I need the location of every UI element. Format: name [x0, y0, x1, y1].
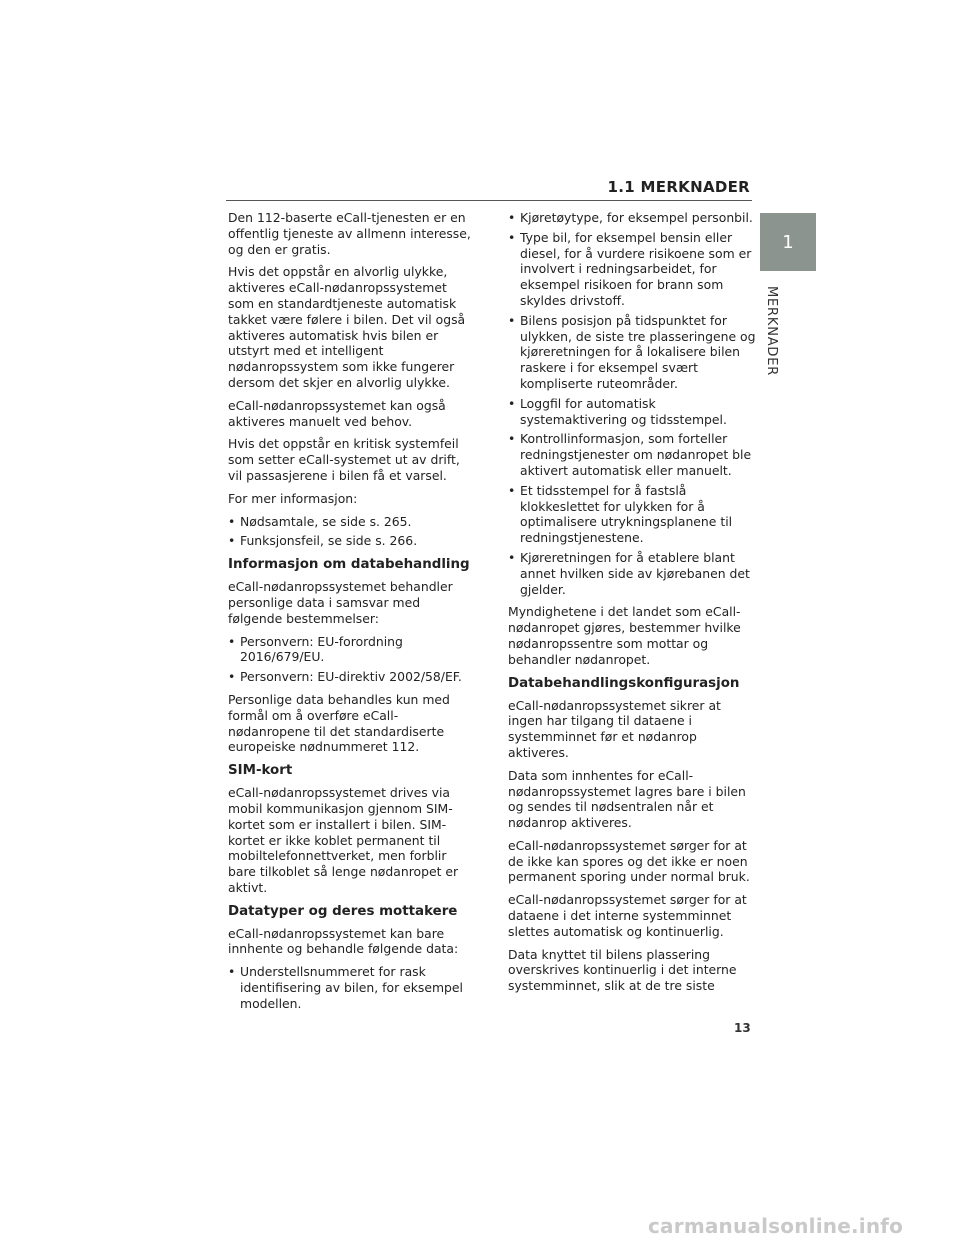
list-item: • Kontrollinformasjon, som forteller redningstjenester om nødanropet ble aktivert automatisk eller manuelt. — [508, 431, 758, 478]
paragraph: eCall-nødanropssystemet sikrer at ingen har tilgang til dataene i systemminnet før et nødanrop aktiveres. — [508, 697, 721, 760]
bullet-list — [508, 210, 758, 597]
paragraph: Personlige data behandles kun med formål om å overføre eCall-nødanropene til det standardiserte europeiske nødnummeret 112. — [228, 691, 450, 755]
paragraph: eCall-nødanropssystemet drives via mobil kommunikasjon gjennom SIM-kortet som er installert i bilen. SIM-kortet er ikke koblet permanent til mobiltelefonnettverket, men forblir bare tilkoblet så lenge nødanropet er aktivt. — [228, 785, 459, 895]
paragraph: Data som innhentes for eCall-nødanropssystemet lagres bare i bilen og sendes til nødsentralen når et nødanrop aktiveres. — [508, 767, 746, 831]
list-item: • Bilens posisjon på tidspunktet for ulykken, de siste tre plasseringene og kjøreretningen for å lokalisere bilen raskere i for eksempel svært kompliserte ruteområder. — [508, 313, 758, 392]
chapter-tab-label: MERKNADER — [764, 286, 779, 377]
section-header: 1.1 MERKNADER — [607, 178, 750, 196]
list-item: • Loggfil for automatisk systemaktivering og tidsstempel. — [508, 396, 758, 428]
paragraph: eCall-nødanropssystemet sørger for at dataene i det interne systemminnet slettes automatisk og kontinuerlig. — [508, 892, 747, 939]
right-column — [508, 210, 758, 1001]
list-item: • Personvern: EU-forordning 2016/679/EU. — [228, 634, 474, 666]
list-item: • Type bil, for eksempel bensin eller diesel, for å vurdere risikoene som er involvert i redningsarbeidet, for eksempel risikoen for brann som skyldes drivstoff. — [508, 230, 758, 309]
paragraph: Hvis det oppstår en kritisk systemfeil som setter eCall-systemet ut av drift, vil passasjerene i bilen få et varsel. — [228, 436, 460, 483]
paragraph: Den 112-baserte eCall-tjenesten er en offentlig tjeneste av allmenn interesse, og den er gratis. — [228, 210, 471, 257]
watermark: carmanualsonline.info — [648, 1214, 904, 1238]
section-heading: Datatyper og deres mottakere — [228, 903, 458, 919]
header-divider — [226, 200, 752, 201]
bullet-list — [228, 634, 474, 685]
bullet-list — [228, 964, 474, 1011]
paragraph: For mer informasjon: — [228, 490, 358, 506]
paragraph: eCall-nødanropssystemet kan bare innhente og behandle følgende data: — [228, 925, 459, 957]
page-number: 13 — [734, 1021, 751, 1035]
paragraph: eCall-nødanropssystemet behandler personlige data i samsvar med følgende bestemmelser: — [228, 579, 453, 626]
list-item: • Personvern: EU-direktiv 2002/58/EF. — [228, 669, 474, 685]
list-item: • Et tidsstempel for å fastslå klokkeslettet for ulykken for å optimalisere utrykningsplanene til redningstjenestene. — [508, 483, 758, 546]
chapter-number: 1 — [782, 231, 794, 253]
list-item: • Understellsnummeret for rask identifisering av bilen, for eksempel modellen. — [228, 964, 474, 1011]
list-item: • Funksjonsfeil, se side s. 266. — [228, 533, 474, 549]
section-heading: Informasjon om databehandling — [228, 557, 470, 573]
list-item: • Kjøretøytype, for eksempel personbil. — [508, 210, 758, 226]
paragraph: Myndighetene i det landet som eCall-nødanropet gjøres, bestemmer hvilke nødanropssentre som mottar og behandler nødanropet. — [508, 604, 741, 667]
section-heading: Databehandlingskonfigurasjon — [508, 675, 740, 691]
paragraph: Data knyttet til bilens plassering overskrives kontinuerlig i det interne systemminnet, slik at de tre siste — [508, 946, 737, 994]
left-column — [228, 210, 474, 1019]
list-item: • Kjøreretningen for å etablere blant annet hvilken side av kjørebanen det gjelder. — [508, 550, 758, 597]
section-heading: SIM-kort — [228, 763, 293, 779]
paragraph: eCall-nødanropssystemet kan også aktiveres manuelt ved behov. — [228, 397, 446, 429]
bullet-list — [228, 514, 474, 550]
list-item: • Nødsamtale, se side s. 265. — [228, 514, 474, 530]
paragraph: Hvis det oppstår en alvorlig ulykke, aktiveres eCall-nødanropssystemet som en standardtjeneste automatisk takket være følere i bilen. Det vil også aktiveres automatisk hvis bilen er utstyrt med et intelligent nødanropssystem som ikke fungerer dersom det skjer en alvorlig ulykke. — [228, 264, 466, 390]
paragraph: eCall-nødanropssystemet sørger for at de ikke kan spores og det ikke er noen permanent sporing under normal bruk. — [508, 837, 750, 885]
chapter-tab — [760, 213, 816, 271]
